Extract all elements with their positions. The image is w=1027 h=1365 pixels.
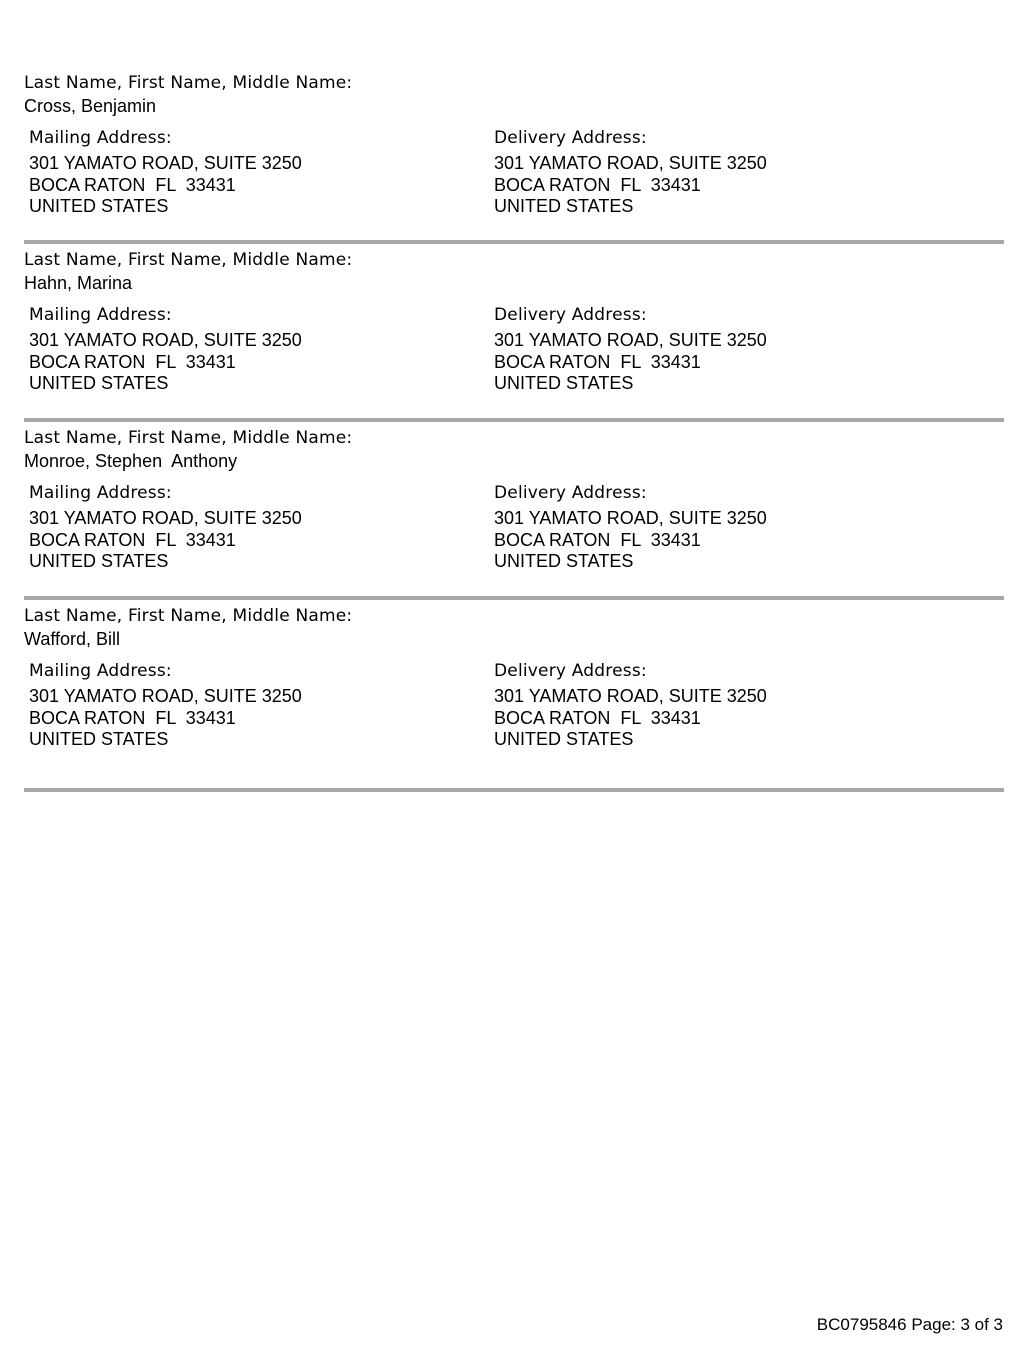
- delivery-address-label: Delivery Address:: [494, 128, 647, 148]
- delivery-address-line-1: 301 YAMATO ROAD, SUITE 3250: [494, 153, 767, 173]
- mailing-address-label: Mailing Address:: [29, 305, 172, 325]
- mailing-address-label: Mailing Address:: [29, 128, 172, 148]
- delivery-address-line-3: UNITED STATES: [494, 373, 634, 393]
- mailing-address-line-3: UNITED STATES: [29, 551, 169, 571]
- delivery-address-line-3: UNITED STATES: [494, 551, 634, 571]
- officer-name: Monroe, Stephen Anthony: [24, 451, 238, 471]
- delivery-address: [494, 661, 964, 751]
- mailing-address-line-2: BOCA RATON FL 33431: [29, 351, 236, 372]
- delivery-address-label: Delivery Address:: [494, 661, 647, 681]
- delivery-address-line-2: BOCA RATON FL 33431: [494, 174, 701, 195]
- officer-record: [24, 244, 1004, 422]
- address-block: [24, 483, 1004, 573]
- mailing-address-line-3: UNITED STATES: [29, 373, 169, 393]
- address-block: [24, 305, 1004, 395]
- delivery-address-line-2: BOCA RATON FL 33431: [494, 529, 701, 550]
- delivery-address-line-2: BOCA RATON FL 33431: [494, 351, 701, 372]
- delivery-address-line-1: 301 YAMATO ROAD, SUITE 3250: [494, 508, 767, 528]
- address-block: [24, 661, 1004, 751]
- name-field-label: Last Name, First Name, Middle Name:: [24, 250, 353, 270]
- mailing-address-line-1: 301 YAMATO ROAD, SUITE 3250: [29, 153, 302, 173]
- page-footer: BC0795846 Page: 3 of 3: [816, 1315, 1003, 1334]
- delivery-address-label: Delivery Address:: [494, 305, 647, 325]
- delivery-address-line-3: UNITED STATES: [494, 729, 634, 749]
- delivery-address-line-1: 301 YAMATO ROAD, SUITE 3250: [494, 686, 767, 706]
- officer-name: Cross, Benjamin: [24, 96, 157, 116]
- delivery-address-line-2: BOCA RATON FL 33431: [494, 707, 701, 728]
- mailing-address: [29, 305, 494, 395]
- delivery-address: [494, 305, 964, 395]
- mailing-address-line-1: 301 YAMATO ROAD, SUITE 3250: [29, 686, 302, 706]
- mailing-address: [29, 128, 494, 218]
- mailing-address: [29, 483, 494, 573]
- mailing-address-line-2: BOCA RATON FL 33431: [29, 174, 236, 195]
- mailing-address-line-2: BOCA RATON FL 33431: [29, 707, 236, 728]
- mailing-address-line-1: 301 YAMATO ROAD, SUITE 3250: [29, 508, 302, 528]
- officer-records-list: [24, 70, 1004, 792]
- name-field-label: Last Name, First Name, Middle Name:: [24, 606, 353, 626]
- delivery-address: [494, 128, 964, 218]
- address-block: [24, 128, 1004, 218]
- officer-record: [24, 422, 1004, 600]
- mailing-address-line-2: BOCA RATON FL 33431: [29, 529, 236, 550]
- mailing-address: [29, 661, 494, 751]
- officer-name: Hahn, Marina: [24, 273, 133, 293]
- delivery-address-label: Delivery Address:: [494, 483, 647, 503]
- name-field-label: Last Name, First Name, Middle Name:: [24, 73, 353, 93]
- officer-record: [24, 600, 1004, 792]
- mailing-address-line-1: 301 YAMATO ROAD, SUITE 3250: [29, 330, 302, 350]
- name-field-label: Last Name, First Name, Middle Name:: [24, 428, 353, 448]
- officer-name: Wafford, Bill: [24, 629, 121, 649]
- mailing-address-line-3: UNITED STATES: [29, 196, 169, 216]
- mailing-address-label: Mailing Address:: [29, 661, 172, 681]
- delivery-address-line-1: 301 YAMATO ROAD, SUITE 3250: [494, 330, 767, 350]
- delivery-address: [494, 483, 964, 573]
- officer-record: [24, 70, 1004, 244]
- mailing-address-label: Mailing Address:: [29, 483, 172, 503]
- delivery-address-line-3: UNITED STATES: [494, 196, 634, 216]
- mailing-address-line-3: UNITED STATES: [29, 729, 169, 749]
